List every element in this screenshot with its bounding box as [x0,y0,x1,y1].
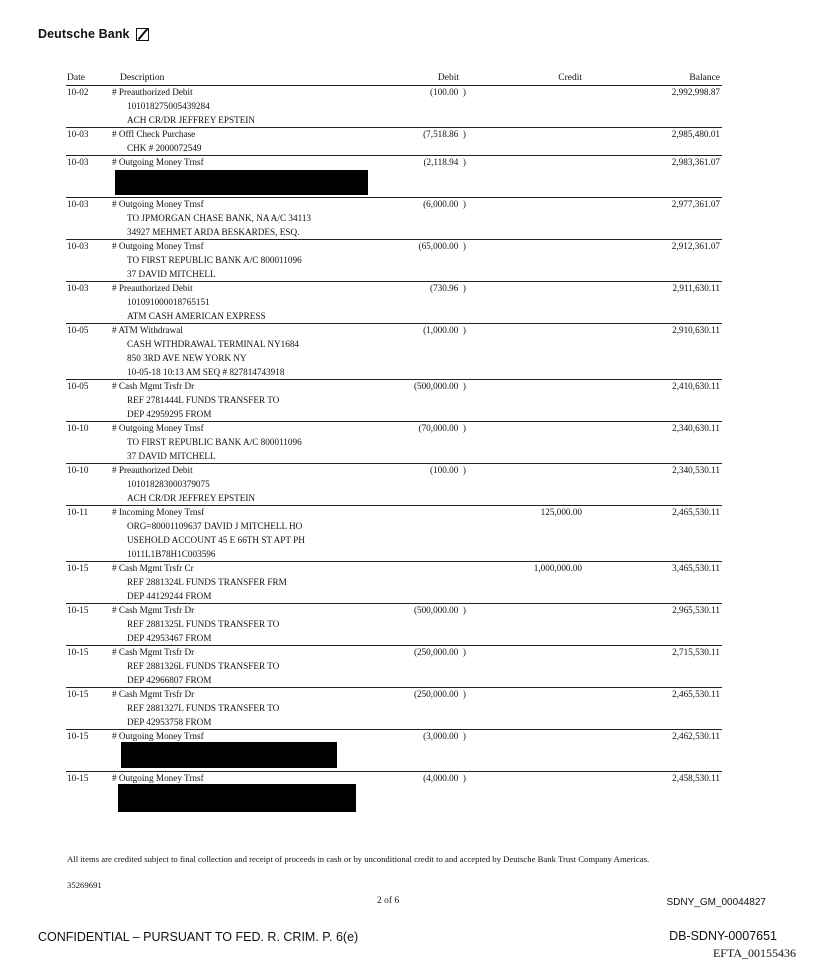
table-row [66,772,722,812]
row-date: 10-15 [67,647,89,657]
row-date: 10-05 [67,325,89,335]
table-row [66,156,722,198]
row-balance: 3,465,530.11 [672,563,720,573]
row-description [112,128,202,156]
bates-number-sdny-gm: SDNY_GM_00044827 [666,897,766,908]
row-debit: (70,000.00 ) [418,423,466,433]
row-detail: REF 2881326L FUNDS TRANSFER TO [127,660,280,671]
bank-logo [38,27,149,41]
row-debit: (4,000.00 ) [423,773,466,783]
row-debit: (65,000.00 ) [418,241,466,251]
row-balance: 2,983,361.07 [671,157,720,167]
confidential-notice: CONFIDENTIAL – PURSUANT TO FED. R. CRIM. P. 6(e) [38,930,359,944]
page-number: 2 of 6 [377,896,400,906]
bank-logo-mark-icon [136,28,149,41]
table-row [66,422,722,464]
row-type: # Incoming Money Trnsf [112,507,205,517]
table-row [66,646,722,688]
row-type: # Outgoing Money Trnsf [112,199,204,209]
disclaimer-text: All items are credited subject to final collection and receipt of proceeds in cash or by unconditional credit to and accepted by Deutsche Bank Trust Company Americas. [67,854,650,864]
row-detail: DEP 42953467 FROM [127,632,212,643]
row-date: 10-03 [67,241,89,251]
column-headers [66,72,722,86]
table-row [66,604,722,646]
row-detail: 101018283000379075 [127,478,210,489]
row-date: 10-15 [67,773,89,783]
table-row [66,506,722,562]
row-debit: (500,000.00 ) [413,605,466,615]
row-detail: CASH WITHDRAWAL TERMINAL NY1684 [127,338,300,349]
row-balance: 2,465,530.11 [672,507,720,517]
row-date: 10-15 [67,689,89,699]
row-type: # Outgoing Money Trnsf [112,423,204,433]
row-description [112,380,279,422]
row-debit: (500,000.00 ) [413,381,466,391]
row-detail: REF 2781444L FUNDS TRANSFER TO [127,394,280,405]
row-balance: 2,985,480.01 [671,129,720,139]
row-type: # Cash Mgmt Trsfr Cr [112,563,194,573]
row-type: # ATM Withdrawal [112,325,183,335]
row-detail: DEP 42966807 FROM [127,674,212,685]
row-date: 10-15 [67,731,89,741]
row-detail: ACH CR/DR JEFFREY EPSTEIN [127,492,256,503]
row-description [112,562,287,604]
row-detail: ATM CASH AMERICAN EXPRESS [127,310,266,321]
row-detail: DEP 42959295 FROM [127,408,212,419]
header-date: Date [67,73,85,83]
row-detail: REF 2881324L FUNDS TRANSFER FRM [127,576,287,587]
row-balance: 2,410,630.11 [672,381,720,391]
row-type: # Preauthorized Debit [112,283,193,293]
row-description [112,506,305,562]
row-balance: 2,462,530.11 [672,731,720,741]
row-debit: (250,000.00 ) [413,647,466,657]
row-debit: (2,118.94 ) [423,157,466,167]
row-type: # Cash Mgmt Trsfr Dr [112,647,195,657]
row-detail: CHK # 2000072549 [127,142,202,153]
row-balance: 2,715,530.11 [672,647,720,657]
row-debit: (1,000.00 ) [423,325,466,335]
row-detail: 101091000018765151 [127,296,210,307]
row-detail: USEHOLD ACCOUNT 45 E 66TH ST APT PH [127,534,305,545]
row-balance: 2,465,530.11 [672,689,720,699]
row-balance: 2,965,530.11 [672,605,720,615]
row-type: # Preauthorized Debit [112,465,193,475]
row-description [112,282,266,324]
row-type: # Cash Mgmt Trsfr Dr [112,381,195,391]
table-row [66,464,722,506]
row-description [112,156,204,170]
table-row [66,324,722,380]
row-detail: REF 2881327L FUNDS TRANSFER TO [127,702,280,713]
row-debit: (100.00 ) [430,465,466,475]
table-row [66,128,722,156]
row-description [112,464,255,506]
row-credit: 1,000,000.00 [533,563,582,573]
redaction-box [115,170,368,195]
table-row [66,240,722,282]
row-debit: (250,000.00 ) [413,689,466,699]
row-date: 10-10 [67,465,89,475]
header-balance: Balance [689,73,720,83]
row-date: 10-03 [67,129,89,139]
row-balance: 2,992,998.87 [671,87,720,97]
row-description [112,688,279,730]
row-description [112,240,302,282]
row-detail: 37 DAVID MITCHELL [127,450,216,461]
header-credit: Credit [558,73,582,83]
row-type: # Cash Mgmt Trsfr Dr [112,689,195,699]
row-detail: 10-05-18 10:13 AM SEQ # 827814743918 [127,366,285,377]
row-detail: TO FIRST REPUBLIC BANK A/C 800011096 [127,436,302,447]
row-detail: ORG=80001109637 DAVID J MITCHELL HO [127,520,303,531]
header-debit: Debit [437,73,459,83]
row-detail: 850 3RD AVE NEW YORK NY [127,352,247,363]
row-type: # Preauthorized Debit [112,87,193,97]
row-date: 10-15 [67,605,89,615]
row-date: 10-03 [67,157,89,167]
row-description [112,646,279,688]
table-row [66,562,722,604]
row-detail: 34927 MEHMET ARDA BESKARDES, ESQ. [127,226,300,237]
row-balance: 2,340,530.11 [672,465,720,475]
bates-number-efta: EFTA_00155436 [712,946,796,960]
table-row [66,380,722,422]
row-type: # Outgoing Money Trnsf [112,731,204,741]
row-detail: 1011L1B78H1C003596 [127,548,216,559]
row-debit: (100.00 ) [430,87,466,97]
row-detail: 101018275005439284 [127,100,210,111]
row-balance: 2,911,630.11 [672,283,720,293]
row-date: 10-10 [67,423,89,433]
row-balance: 2,458,530.11 [672,773,720,783]
bates-number-db: DB-SDNY-0007651 [669,929,777,943]
row-description [112,86,255,128]
account-reference: 35269691 [67,880,102,890]
redaction-box [121,742,337,768]
row-type: # Cash Mgmt Trsfr Dr [112,605,195,615]
table-row [66,86,722,128]
row-date: 10-11 [67,507,89,517]
row-balance: 2,912,361.07 [671,241,720,251]
row-debit: (6,000.00 ) [423,199,466,209]
row-detail: 37 DAVID MITCHELL [127,268,216,279]
transaction-table [66,72,722,812]
table-row [66,198,722,240]
row-balance: 2,910,630.11 [672,325,720,335]
row-description [112,422,302,464]
header-description: Description [120,73,165,83]
row-detail: DEP 44129244 FROM [127,590,212,601]
row-type: # Outgoing Money Trnsf [112,773,204,783]
table-row [66,688,722,730]
row-type: # Outgoing Money Trnsf [112,241,204,251]
row-detail: TO FIRST REPUBLIC BANK A/C 800011096 [127,254,302,265]
row-credit: 125,000.00 [540,507,582,517]
row-description [112,198,311,240]
row-date: 10-03 [67,283,89,293]
row-description [112,324,299,380]
row-detail: ACH CR/DR JEFFREY EPSTEIN [127,114,256,125]
row-date: 10-03 [67,199,89,209]
row-detail: REF 2881325L FUNDS TRANSFER TO [127,618,280,629]
row-balance: 2,340,630.11 [672,423,720,433]
row-type: # Outgoing Money Trnsf [112,157,204,167]
bank-name: Deutsche Bank [38,27,130,41]
row-type: # Offl Check Purchase [112,129,196,139]
row-date: 10-05 [67,381,89,391]
row-detail: DEP 42953758 FROM [127,716,212,727]
row-balance: 2,977,361.07 [671,199,720,209]
redaction-box [118,784,356,812]
row-debit: (730.96 ) [430,283,466,293]
row-debit: (3,000.00 ) [423,731,466,741]
row-detail: TO JPMORGAN CHASE BANK, NA A/C 34113 [127,212,312,223]
row-description [112,604,279,646]
row-date: 10-02 [67,87,89,97]
row-date: 10-15 [67,563,89,573]
row-debit: (7,518.86 ) [423,129,466,139]
table-row [66,282,722,324]
table-row [66,730,722,772]
